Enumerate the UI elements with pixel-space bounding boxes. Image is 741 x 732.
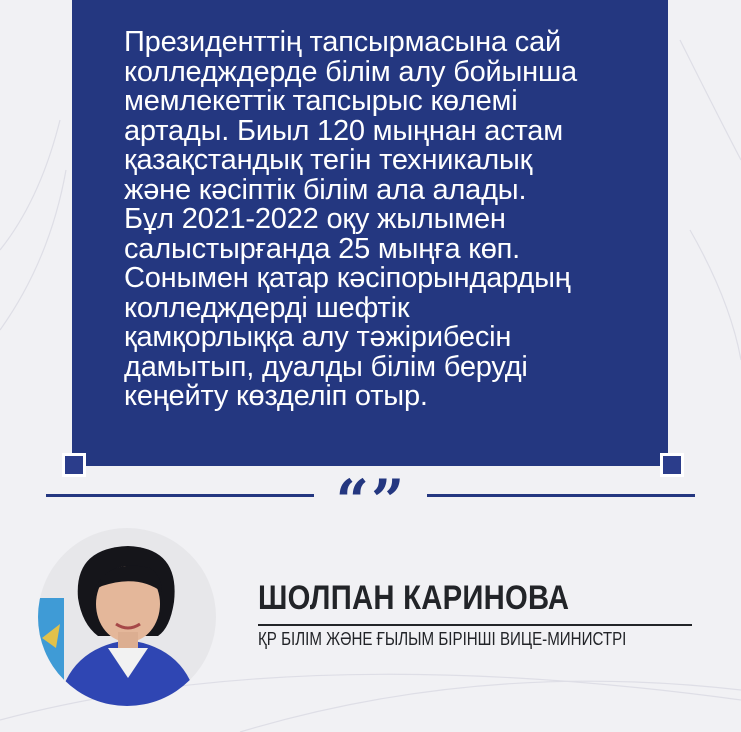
corner-square-left xyxy=(62,453,86,477)
quote-line: мемлекеттік тапсырыс көлемі xyxy=(124,85,518,117)
quote-line: қазақстандық тегін техникалық xyxy=(124,144,533,176)
quote-line: кеңейту көзделіп отыр. xyxy=(124,380,428,412)
speaker-avatar xyxy=(38,528,216,706)
quote-line: дамытып, дуалды білім беруді xyxy=(124,350,528,383)
quote-line: Бұл 2021-2022 оқу жылымен xyxy=(124,203,506,235)
quote-line: және кәсіптік білім ала алады. xyxy=(124,173,527,206)
quote-text xyxy=(124,28,644,412)
divider-line-right xyxy=(427,494,695,497)
quote-line: қамқорлыққа алу тәжірибесін xyxy=(124,321,512,353)
quote-line: колледждерді шефтік xyxy=(124,291,410,324)
quote-line: колледждерде білім алу бойынша xyxy=(124,55,577,88)
quote-panel xyxy=(72,0,668,466)
speaker-name: ШОЛПАН КАРИНОВА xyxy=(258,579,570,617)
name-underline xyxy=(258,624,692,626)
corner-square-right xyxy=(660,453,684,477)
divider-line-left xyxy=(46,494,314,497)
quote-line: салыстырғанда 25 мыңға көп. xyxy=(124,232,521,265)
quote-line: артады. Биыл 120 мыңнан астам xyxy=(124,114,563,147)
speaker-title: ҚР БІЛІМ ЖӘНЕ ҒЫЛЫМ БІРІНШІ ВИЦЕ-МИНИСТРІ xyxy=(258,629,627,649)
quote-mark-icon: “” xyxy=(335,467,407,535)
quote-line: Сонымен қатар кәсіпорындардың xyxy=(124,262,571,294)
quote-line: Президенттің тапсырмасына сай xyxy=(124,26,562,58)
